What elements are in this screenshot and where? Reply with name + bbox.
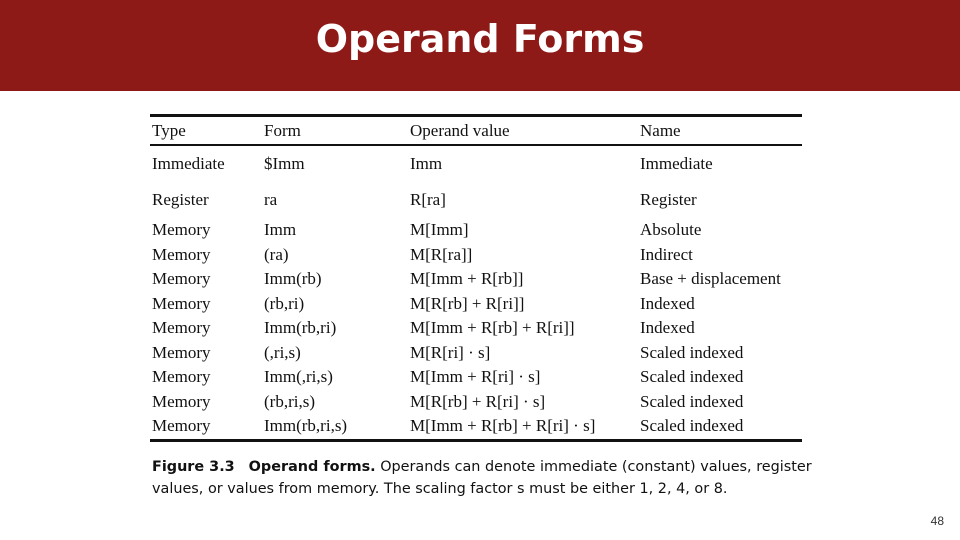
cell-type: Memory: [152, 318, 211, 338]
cell-type: Memory: [152, 342, 211, 362]
cell-name: Scaled indexed: [640, 391, 744, 411]
figure-label: Figure 3.3: [152, 459, 235, 475]
table-row: [150, 243, 802, 268]
cell-form: (rb,ri,s): [264, 391, 315, 411]
table-body: [150, 146, 802, 439]
table-row: [150, 218, 802, 243]
cell-operand-value: M[Imm + R[ri] · s]: [410, 367, 541, 387]
cell-type: Register: [152, 190, 209, 209]
table-bottom-rule: [150, 439, 802, 442]
cell-operand-value: Imm: [410, 154, 443, 173]
cell-form: Imm(rb): [264, 269, 322, 289]
cell-type: Memory: [152, 244, 211, 264]
cell-operand-value: M[Imm + R[rb]]: [410, 269, 524, 289]
figure-title: Operand forms.: [248, 459, 376, 475]
cell-type: Memory: [152, 367, 211, 387]
cell-form: Imm(,ri,s): [264, 367, 333, 387]
cell-type: Memory: [152, 220, 211, 240]
cell-name: Scaled indexed: [640, 416, 744, 436]
table-row: [150, 414, 802, 439]
cell-form: (rb,ri): [264, 293, 305, 313]
cell-name: Scaled indexed: [640, 367, 744, 387]
cell-operand-value: M[R[ra]]: [410, 244, 473, 264]
cell-operand-value: M[Imm + R[rb] + R[ri] · s]: [410, 416, 596, 436]
cell-type: Memory: [152, 391, 211, 411]
cell-type: Memory: [152, 269, 211, 289]
operand-forms-table: [150, 114, 802, 442]
cell-operand-value: M[Imm]: [410, 220, 469, 240]
table-row: [150, 146, 802, 182]
cell-name: Absolute: [640, 220, 702, 240]
page-number: 48: [930, 514, 944, 528]
cell-type: Memory: [152, 416, 211, 436]
cell-form: ra: [264, 190, 278, 209]
cell-form: $Imm: [264, 154, 305, 173]
cell-name: Scaled indexed: [640, 342, 744, 362]
table-row: [150, 316, 802, 341]
cell-name: Register: [640, 190, 697, 209]
table-row: [150, 390, 802, 415]
header-form: Form: [264, 120, 301, 140]
table-header-row: [150, 117, 802, 144]
slide-title: Operand Forms: [315, 17, 645, 61]
cell-name: Immediate: [640, 154, 713, 173]
cell-operand-value: M[Imm + R[rb] + R[ri]]: [410, 318, 575, 338]
cell-name: Indexed: [640, 318, 695, 338]
figure-caption: [152, 456, 812, 500]
table-row: [150, 267, 802, 292]
cell-operand-value: M[R[ri] · s]: [410, 342, 491, 362]
table-row: [150, 341, 802, 366]
cell-form: (,ri,s): [264, 342, 301, 362]
cell-form: (ra): [264, 244, 289, 264]
header-name: Name: [640, 120, 681, 140]
table-row: [150, 182, 802, 218]
cell-type: Memory: [152, 293, 211, 313]
cell-form: Imm: [264, 220, 297, 240]
table-row: [150, 292, 802, 317]
cell-form: Imm(rb,ri,s): [264, 416, 348, 436]
caption-text: Operands can denote immediate (constant) values, register values, or values from memory. The scaling factor s must be either 1, 2, 4, or 8.: [152, 459, 812, 497]
cell-operand-value: R[ra]: [410, 190, 446, 209]
cell-type: Immediate: [152, 154, 225, 173]
cell-name: Base + displacement: [640, 269, 781, 289]
table-row: [150, 365, 802, 390]
cell-name: Indirect: [640, 244, 693, 264]
cell-form: Imm(rb,ri): [264, 318, 337, 338]
header-type: Type: [152, 120, 186, 140]
cell-operand-value: M[R[rb] + R[ri]]: [410, 293, 525, 313]
header-operand-value: Operand value: [410, 120, 510, 140]
cell-name: Indexed: [640, 293, 695, 313]
cell-operand-value: M[R[rb] + R[ri] · s]: [410, 391, 546, 411]
